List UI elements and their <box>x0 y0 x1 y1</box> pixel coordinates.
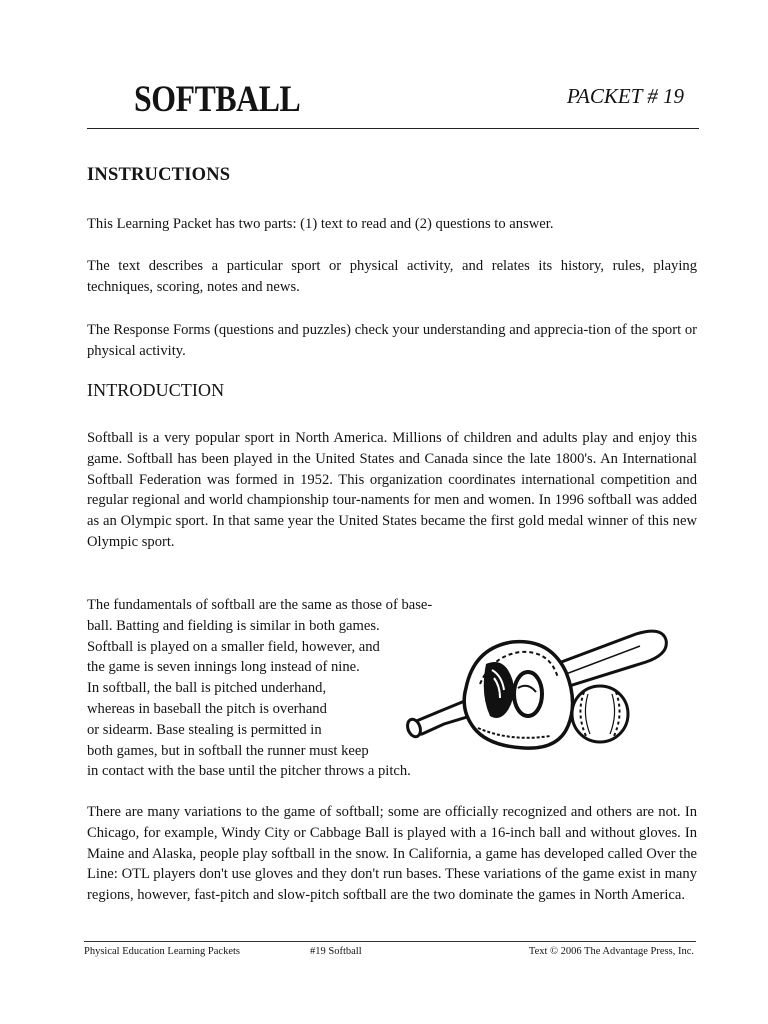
introduction-paragraph-1: Softball is a very popular sport in North America. Millions of children and adults play and enjoy this game. Softball has been played in the United States and Canada since the late 1800's. An International Softball Federation was formed in 1952. This organization coordinates international competition and regular regional and world championship tour-naments for men and women. In 1996 softball was added as an Olympic sport. In that same year the United States became the first gold medal winner of this new Olympic sport. <box>87 430 697 550</box>
paragraph-line: whereas in baseball the pitch is overhand <box>87 700 327 717</box>
introduction-heading: INTRODUCTION <box>87 380 225 400</box>
introduction-paragraph-3: There are many variations to the game of softball; some are officially recognized and others are not. In Chicago, for example, Windy City or Cabbage Ball is played with a 16-inch ball and without gloves. In Maine and Alaska, people play softball in the snow. In California, a game has developed called Over the Line: OTL players don't use gloves and they don't run bases. These variations of the game exist in many regions, however, fast-pitch and slow-pitch softball are the two dominate the games in North America. <box>87 804 697 904</box>
footer-copyright: Text © 2006 The Advantage Press, Inc. <box>528 946 694 957</box>
paragraph-line: in contact with the base until the pitcher throws a pitch. <box>87 763 411 780</box>
footer-packet: #19 Softball <box>310 946 362 957</box>
paragraph-line: the game is seven innings long instead of nine. <box>87 659 360 676</box>
paragraph-line: The fundamentals of softball are the same as those of base- <box>87 597 433 613</box>
paragraph-line: In softball, the ball is pitched underhand, <box>87 680 327 697</box>
glove-icon <box>464 642 572 749</box>
footer-series: Physical Education Learning Packets <box>84 946 240 957</box>
header-divider <box>87 128 699 129</box>
paragraph-line: ball. Batting and fielding is similar in both games. <box>87 617 380 634</box>
softball-icon <box>572 686 628 742</box>
softball-bat-glove-ball-illustration <box>400 618 680 756</box>
instructions-heading: INSTRUCTIONS <box>87 165 231 185</box>
paragraph-line: or sidearm. Base stealing is permitted in <box>87 721 322 738</box>
footer-divider <box>84 941 696 942</box>
instructions-paragraph-2: The text describes a particular sport or physical activity, and relates its history, rules, playing techniques, scoring, notes and news. <box>87 258 697 295</box>
instructions-paragraph-3: The Response Forms (questions and puzzles) check your understanding and apprecia-tion of the sport or physical activity. <box>87 322 697 359</box>
paragraph-line: both games, but in softball the runner must keep <box>87 742 369 759</box>
paragraph-line: Softball is played on a smaller field, however, and <box>87 638 380 655</box>
instructions-paragraph-1: This Learning Packet has two parts: (1) text to read and (2) questions to answer. <box>87 216 554 232</box>
packet-number: PACKET # 19 <box>566 84 684 108</box>
page-title: SOFTBALL <box>134 79 301 120</box>
